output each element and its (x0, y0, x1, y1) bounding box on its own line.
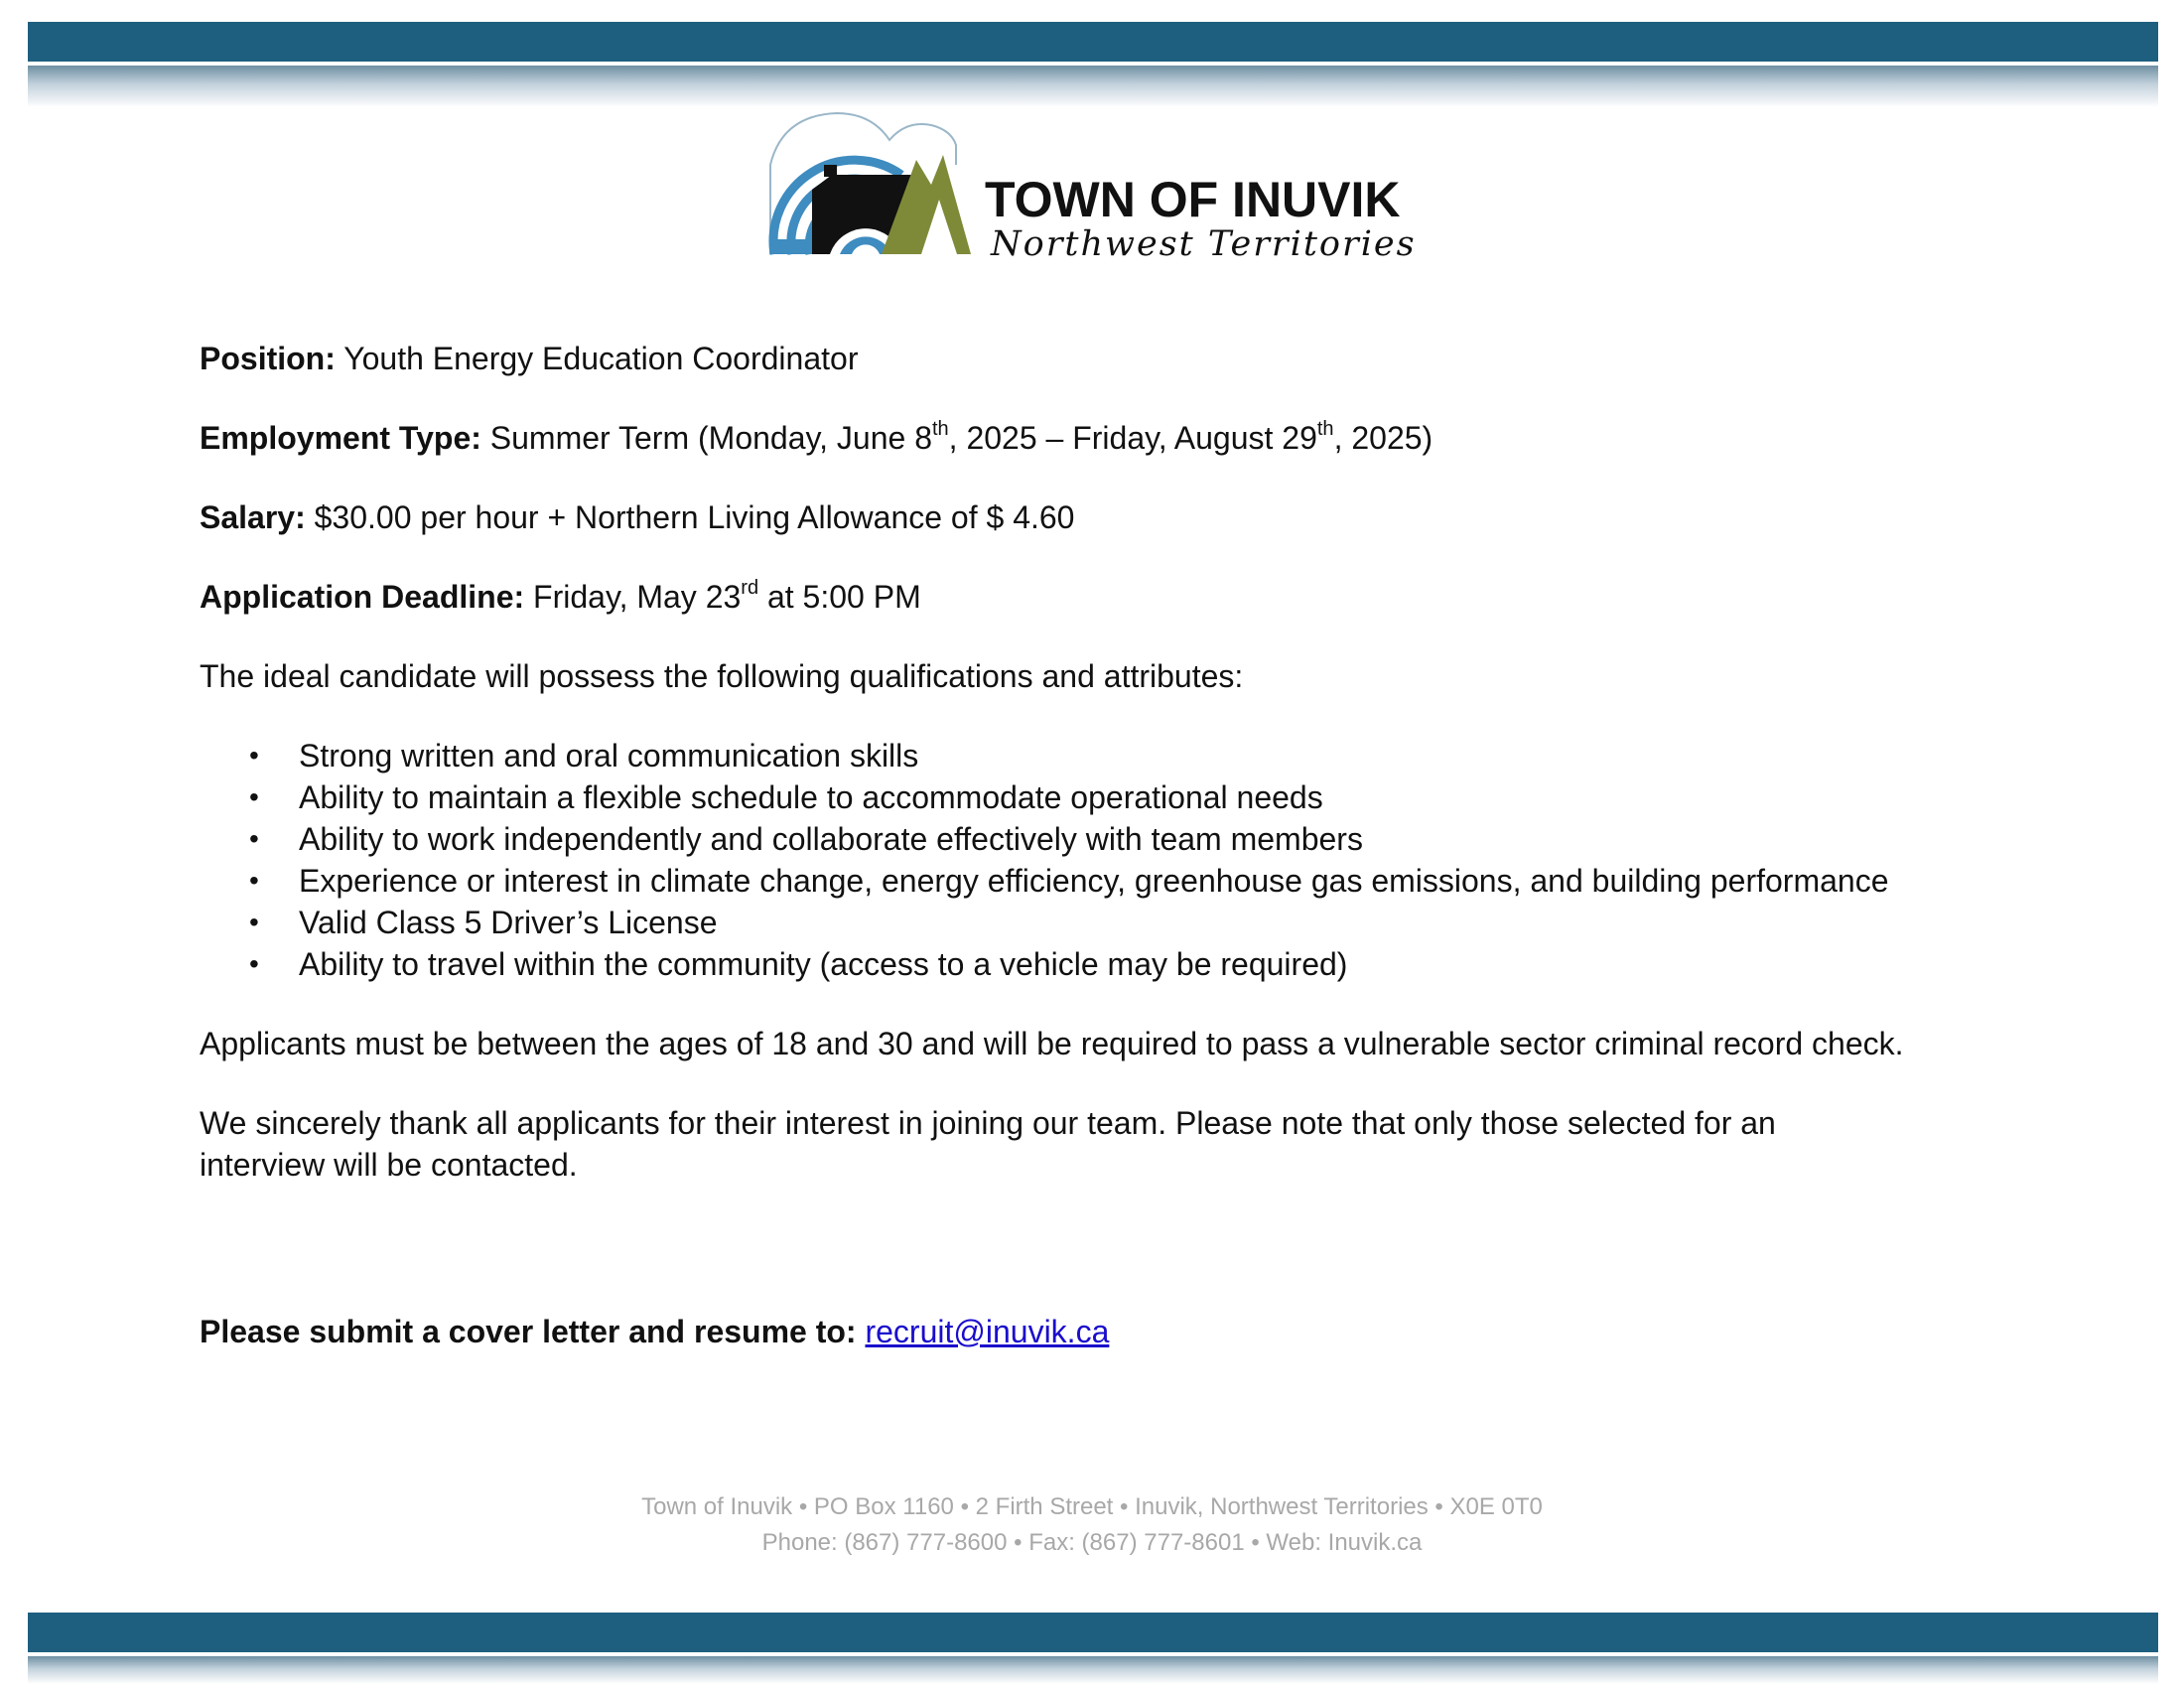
qualification-text: Ability to travel within the community (access to a vehicle may be required) (299, 946, 1348, 982)
position-label: Position: (200, 341, 336, 376)
footer-address: Town of Inuvik • PO Box 1160 • 2 Firth Street • Inuvik, Northwest Territories • X0E 0T0 (641, 1493, 1543, 1520)
qualifications-list (200, 735, 2006, 985)
deadline-sup: rd (741, 577, 759, 600)
bullet-icon: • (249, 948, 259, 979)
employment-type-part3: , 2025) (1333, 420, 1433, 456)
salary-label: Salary: (200, 499, 306, 535)
qualification-text: Strong written and oral communication skills (299, 738, 919, 774)
bullet-icon: • (249, 740, 259, 771)
position-line (200, 338, 2006, 379)
list-item (200, 902, 2006, 943)
qualifications-intro: The ideal candidate will possess the following qualifications and attributes: (200, 658, 1244, 694)
footer-band (28, 1613, 2158, 1652)
submit-label: Please submit a cover letter and resume to: (200, 1314, 857, 1349)
age-requirement: Applicants must be between the ages of 18 and 30 and will be required to pass a vulnerable sector criminal record check. (200, 1026, 1904, 1061)
deadline-label: Application Deadline: (200, 579, 525, 615)
employment-type-part2: , 2025 – Friday, August 29 (948, 420, 1317, 456)
employment-type-sup2: th (1316, 418, 1334, 441)
bullet-icon: • (249, 823, 259, 854)
recruit-email-link[interactable]: recruit@inuvik.ca (865, 1314, 1110, 1349)
bullet-icon: • (249, 865, 259, 896)
footer-contact: Phone: (867) 777-8600 • Fax: (867) 777-8601 • Web: Inuvik.ca (761, 1529, 1423, 1556)
employment-type-part1: Summer Term (Monday, June 8 (489, 420, 932, 456)
logo-title: TOWN OF INUVIK (985, 172, 1401, 227)
list-item (200, 818, 2006, 860)
list-item (200, 943, 2006, 985)
deadline-line (200, 576, 2006, 618)
logo-subtitle: Northwest Territories (991, 224, 1417, 264)
deadline-part2: at 5:00 PM (758, 579, 921, 615)
qualification-text: Experience or interest in climate change, energy efficiency, greenhouse gas emissions, and building performance (299, 863, 1889, 899)
qualification-text: Ability to work independently and collaborate effectively with team members (299, 821, 1363, 857)
list-item (200, 735, 2006, 776)
salary-line (200, 496, 2006, 538)
qualification-text: Ability to maintain a flexible schedule to accommodate operational needs (299, 779, 1323, 815)
employment-type-sup1: th (931, 418, 949, 441)
submit-line (200, 1311, 1109, 1352)
thanks-note: We sincerely thank all applicants for their interest in joining our team. Please note that only those selected for an interview will be contacted. (200, 1105, 1776, 1183)
employment-type-line (200, 417, 2006, 459)
deadline-part1: Friday, May 23 (533, 579, 742, 615)
employment-type-label: Employment Type: (200, 420, 481, 456)
job-posting-body (200, 338, 2006, 1223)
bullet-icon: • (249, 781, 259, 812)
footer-band-shadow (28, 1656, 2158, 1684)
bullet-icon: • (249, 907, 259, 937)
qualification-text: Valid Class 5 Driver’s License (299, 905, 718, 940)
header-band (28, 22, 2158, 62)
salary-value: $30.00 per hour + Northern Living Allowance of $ 4.60 (314, 499, 1075, 535)
list-item (200, 860, 2006, 902)
list-item (200, 776, 2006, 818)
position-value: Youth Energy Education Coordinator (343, 341, 859, 376)
header-band-shadow (28, 66, 2158, 107)
